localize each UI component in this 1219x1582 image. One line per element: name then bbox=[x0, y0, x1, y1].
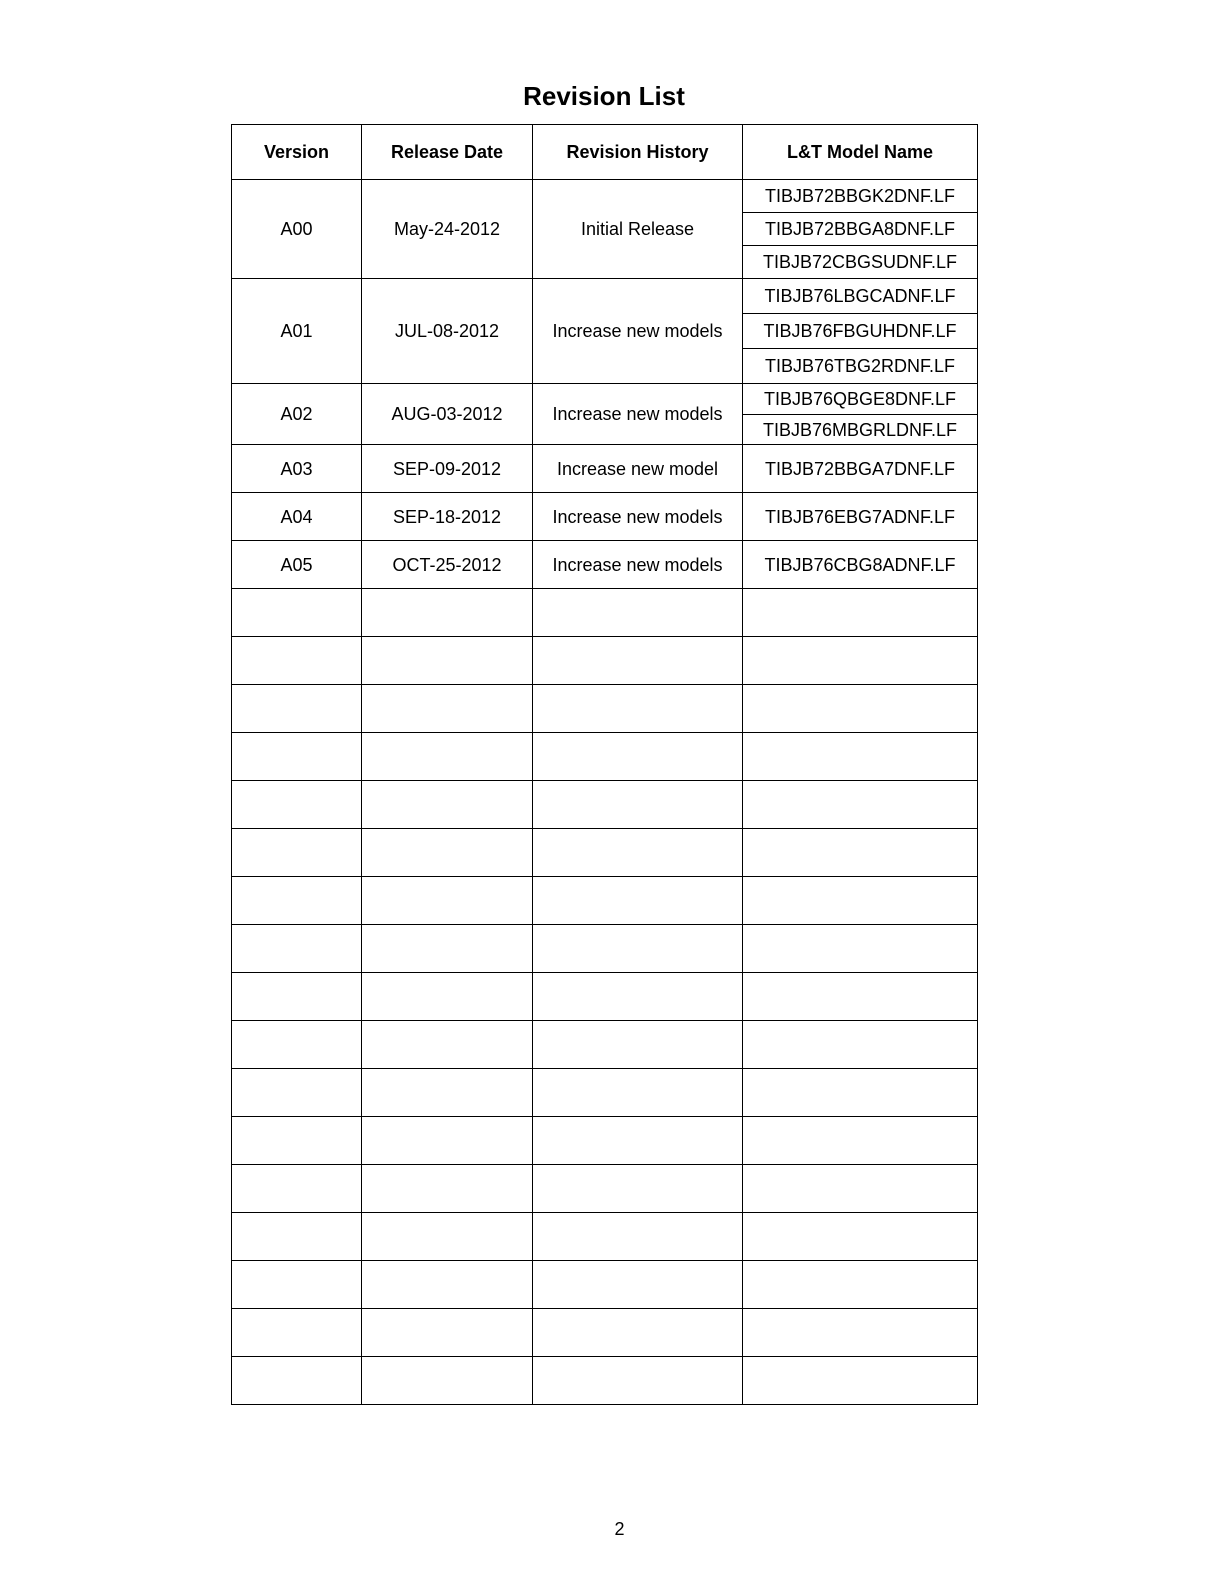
version-cell: A01 bbox=[232, 279, 362, 384]
model-name-cell: TIBJB72BBGA8DNF.LF bbox=[743, 213, 978, 246]
empty-cell bbox=[232, 1117, 362, 1165]
table-row bbox=[232, 493, 978, 541]
empty-cell bbox=[232, 829, 362, 877]
empty-cell bbox=[362, 1261, 533, 1309]
empty-table-row bbox=[232, 973, 978, 1021]
empty-cell bbox=[362, 637, 533, 685]
empty-cell bbox=[232, 1213, 362, 1261]
empty-cell bbox=[743, 1165, 978, 1213]
empty-table-row bbox=[232, 1357, 978, 1405]
empty-cell bbox=[533, 1069, 743, 1117]
empty-cell bbox=[533, 1309, 743, 1357]
release-date-cell: OCT-25-2012 bbox=[362, 541, 533, 589]
empty-cell bbox=[533, 1213, 743, 1261]
empty-cell bbox=[362, 589, 533, 637]
empty-cell bbox=[232, 637, 362, 685]
table-row bbox=[232, 445, 978, 493]
empty-cell bbox=[362, 781, 533, 829]
model-name-cell: TIBJB76MBGRLDNF.LF bbox=[743, 415, 978, 445]
empty-table-row bbox=[232, 589, 978, 637]
empty-cell bbox=[362, 829, 533, 877]
empty-table-row bbox=[232, 1309, 978, 1357]
empty-table-row bbox=[232, 1261, 978, 1309]
release-date-cell: JUL-08-2012 bbox=[362, 279, 533, 384]
header-model-name: L&T Model Name bbox=[743, 125, 978, 180]
empty-cell bbox=[362, 1309, 533, 1357]
empty-cell bbox=[743, 589, 978, 637]
empty-cell bbox=[232, 733, 362, 781]
empty-cell bbox=[232, 925, 362, 973]
version-cell: A04 bbox=[232, 493, 362, 541]
empty-cell bbox=[533, 829, 743, 877]
empty-table-row bbox=[232, 1069, 978, 1117]
empty-cell bbox=[362, 1117, 533, 1165]
empty-cell bbox=[362, 973, 533, 1021]
revision-table bbox=[231, 124, 978, 1405]
empty-cell bbox=[232, 781, 362, 829]
empty-table-row bbox=[232, 1021, 978, 1069]
empty-table-row bbox=[232, 1117, 978, 1165]
revision-history-cell: Increase new models bbox=[533, 279, 743, 384]
empty-cell bbox=[232, 877, 362, 925]
empty-cell bbox=[533, 925, 743, 973]
revision-history-cell: Increase new models bbox=[533, 541, 743, 589]
model-name-cell: TIBJB76QBGE8DNF.LF bbox=[743, 384, 978, 415]
page-number: 2 bbox=[614, 1519, 625, 1539]
empty-cell bbox=[362, 1069, 533, 1117]
revision-history-cell: Increase new models bbox=[533, 493, 743, 541]
release-date-cell: May-24-2012 bbox=[362, 180, 533, 279]
empty-cell bbox=[743, 685, 978, 733]
empty-cell bbox=[232, 1069, 362, 1117]
empty-cell bbox=[533, 589, 743, 637]
empty-cell bbox=[362, 1165, 533, 1213]
empty-table-row bbox=[232, 685, 978, 733]
version-cell: A00 bbox=[232, 180, 362, 279]
empty-cell bbox=[743, 781, 978, 829]
table-row bbox=[232, 180, 978, 213]
model-name-cell: TIBJB72BBGA7DNF.LF bbox=[743, 445, 978, 493]
empty-cell bbox=[533, 781, 743, 829]
empty-cell bbox=[362, 925, 533, 973]
model-name-cell: TIBJB72CBGSUDNF.LF bbox=[743, 246, 978, 279]
empty-cell bbox=[743, 1213, 978, 1261]
empty-cell bbox=[743, 1069, 978, 1117]
empty-table-row bbox=[232, 733, 978, 781]
empty-table-row bbox=[232, 1213, 978, 1261]
version-cell: A02 bbox=[232, 384, 362, 445]
empty-cell bbox=[232, 1021, 362, 1069]
empty-cell bbox=[533, 637, 743, 685]
model-name-cell: TIBJB76EBG7ADNF.LF bbox=[743, 493, 978, 541]
header-row bbox=[232, 125, 978, 180]
release-date-cell: AUG-03-2012 bbox=[362, 384, 533, 445]
model-name-cell: TIBJB72BBGK2DNF.LF bbox=[743, 180, 978, 213]
table-row bbox=[232, 541, 978, 589]
empty-cell bbox=[743, 1261, 978, 1309]
revision-history-cell: Initial Release bbox=[533, 180, 743, 279]
header-revision-history: Revision History bbox=[533, 125, 743, 180]
empty-cell bbox=[232, 973, 362, 1021]
table-row bbox=[232, 384, 978, 415]
empty-cell bbox=[743, 637, 978, 685]
empty-table-row bbox=[232, 877, 978, 925]
empty-cell bbox=[743, 1357, 978, 1405]
empty-cell bbox=[533, 877, 743, 925]
empty-cell bbox=[743, 1021, 978, 1069]
empty-cell bbox=[743, 1309, 978, 1357]
empty-cell bbox=[533, 1021, 743, 1069]
empty-table-row bbox=[232, 829, 978, 877]
empty-cell bbox=[743, 925, 978, 973]
empty-cell bbox=[362, 1357, 533, 1405]
revision-history-cell: Increase new models bbox=[533, 384, 743, 445]
empty-table-row bbox=[232, 637, 978, 685]
empty-cell bbox=[362, 733, 533, 781]
model-name-cell: TIBJB76TBG2RDNF.LF bbox=[743, 349, 978, 384]
model-name-cell: TIBJB76FBGUHDNF.LF bbox=[743, 314, 978, 349]
revision-history-cell: Increase new model bbox=[533, 445, 743, 493]
empty-cell bbox=[232, 1309, 362, 1357]
header-release-date: Release Date bbox=[362, 125, 533, 180]
empty-cell bbox=[533, 973, 743, 1021]
empty-cell bbox=[362, 1021, 533, 1069]
empty-cell bbox=[362, 685, 533, 733]
empty-cell bbox=[533, 1357, 743, 1405]
empty-cell bbox=[533, 1165, 743, 1213]
empty-cell bbox=[743, 973, 978, 1021]
empty-cell bbox=[743, 877, 978, 925]
table-row bbox=[232, 279, 978, 314]
empty-cell bbox=[232, 685, 362, 733]
empty-cell bbox=[232, 1165, 362, 1213]
empty-cell bbox=[362, 1213, 533, 1261]
version-cell: A03 bbox=[232, 445, 362, 493]
release-date-cell: SEP-18-2012 bbox=[362, 493, 533, 541]
empty-cell bbox=[232, 1261, 362, 1309]
empty-table-row bbox=[232, 925, 978, 973]
blank-rows bbox=[232, 589, 978, 1405]
empty-table-row bbox=[232, 781, 978, 829]
empty-cell bbox=[743, 1117, 978, 1165]
release-date-cell: SEP-09-2012 bbox=[362, 445, 533, 493]
empty-cell bbox=[533, 1117, 743, 1165]
empty-table-row bbox=[232, 1165, 978, 1213]
empty-cell bbox=[232, 589, 362, 637]
model-name-cell: TIBJB76CBG8ADNF.LF bbox=[743, 541, 978, 589]
empty-cell bbox=[362, 877, 533, 925]
header-version: Version bbox=[232, 125, 362, 180]
empty-cell bbox=[743, 733, 978, 781]
empty-cell bbox=[743, 829, 978, 877]
empty-cell bbox=[533, 733, 743, 781]
model-name-cell: TIBJB76LBGCADNF.LF bbox=[743, 279, 978, 314]
page-title: Revision List bbox=[523, 81, 685, 111]
empty-cell bbox=[533, 1261, 743, 1309]
version-cell: A05 bbox=[232, 541, 362, 589]
empty-cell bbox=[533, 685, 743, 733]
empty-cell bbox=[232, 1357, 362, 1405]
